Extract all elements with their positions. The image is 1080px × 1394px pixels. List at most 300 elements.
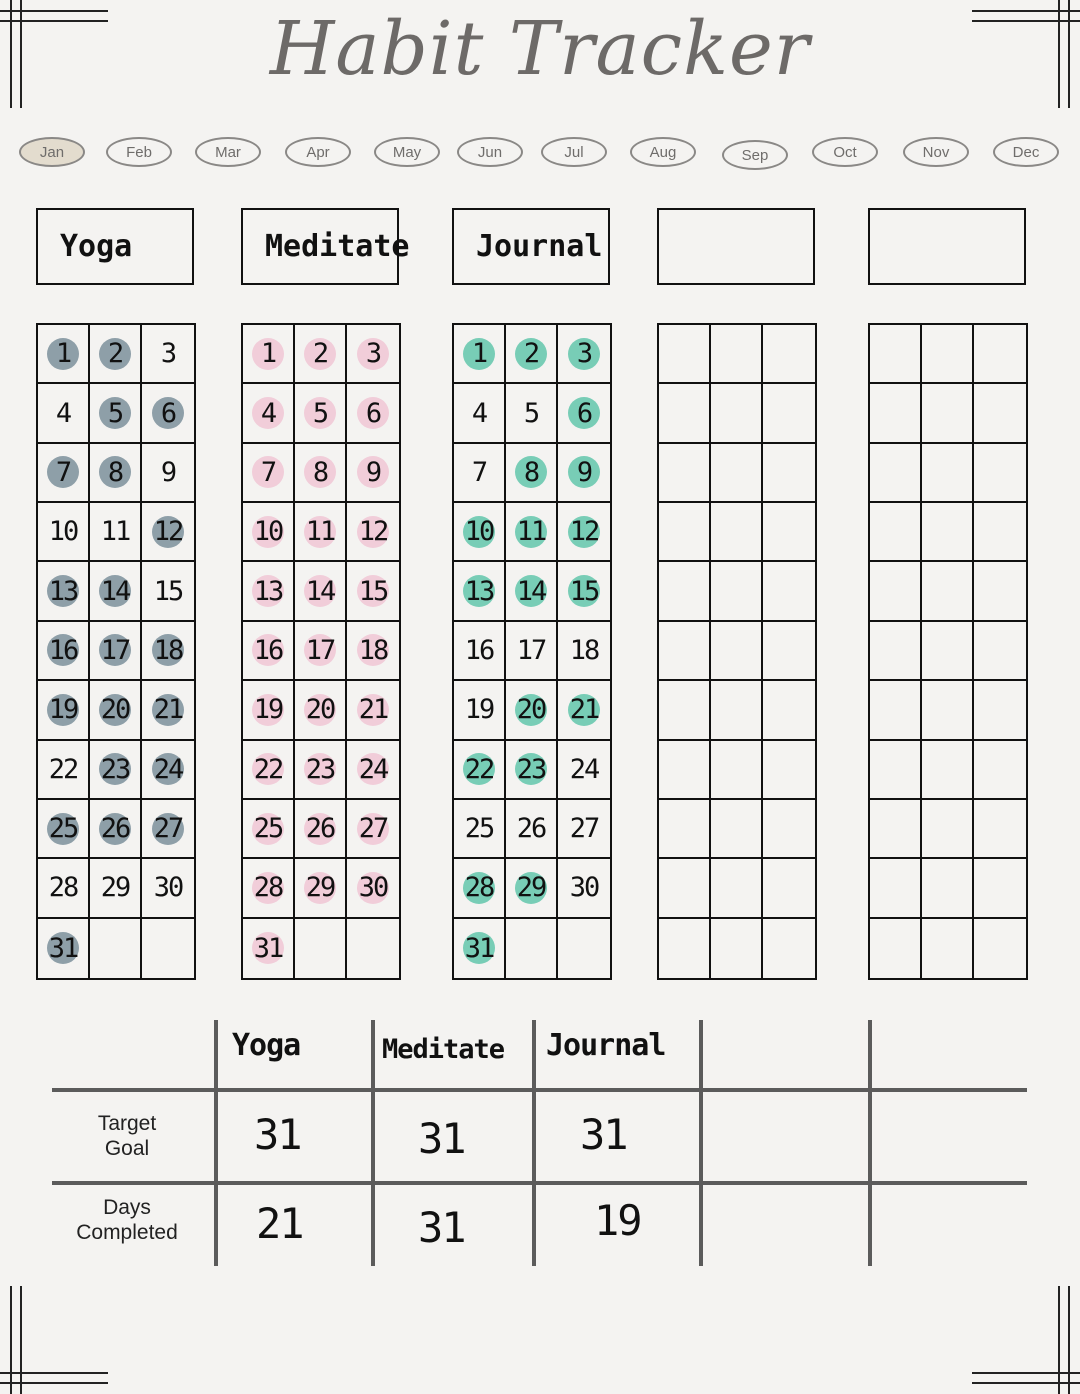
day-cell-26[interactable] xyxy=(295,800,347,859)
day-number: 8 xyxy=(107,456,123,488)
day-cell-19[interactable] xyxy=(243,681,295,740)
empty-day-cell[interactable] xyxy=(659,325,711,384)
empty-day-cell[interactable] xyxy=(974,562,1026,621)
empty-day-cell[interactable] xyxy=(870,919,922,978)
day-number: 10 xyxy=(464,516,494,548)
empty-day-cell[interactable] xyxy=(659,919,711,978)
day-grid-journal xyxy=(452,323,612,980)
day-number: 17 xyxy=(100,634,130,666)
day-number: 13 xyxy=(253,575,283,607)
empty-day-cell[interactable] xyxy=(870,741,922,800)
day-number: 10 xyxy=(253,516,283,548)
month-tab-jan[interactable]: Jan xyxy=(19,137,85,167)
month-tab-jun[interactable]: Jun xyxy=(457,137,523,167)
day-number: 13 xyxy=(48,575,78,607)
day-number: 28 xyxy=(48,872,78,904)
day-cell-2[interactable] xyxy=(506,325,558,384)
day-number: 19 xyxy=(253,694,283,726)
day-cell-30[interactable] xyxy=(347,859,399,918)
day-grid-empty-3 xyxy=(657,323,817,980)
day-cell-7[interactable] xyxy=(38,444,90,503)
day-cell-24[interactable] xyxy=(558,741,610,800)
day-cell-22[interactable] xyxy=(38,741,90,800)
day-number: 27 xyxy=(569,813,599,845)
day-number: 12 xyxy=(569,516,599,548)
day-cell-14[interactable] xyxy=(506,562,558,621)
day-cell-28[interactable] xyxy=(454,859,506,918)
empty-day-cell[interactable] xyxy=(659,562,711,621)
month-tab-sep[interactable]: Sep xyxy=(722,140,788,170)
day-number: 13 xyxy=(464,575,494,607)
empty-day-cell[interactable] xyxy=(870,859,922,918)
day-cell-7[interactable] xyxy=(243,444,295,503)
empty-day-cell[interactable] xyxy=(974,800,1026,859)
day-number: 22 xyxy=(48,753,78,785)
day-number: 26 xyxy=(305,813,335,845)
day-number: 16 xyxy=(48,634,78,666)
day-number: 18 xyxy=(569,634,599,666)
day-number: 27 xyxy=(153,813,183,845)
day-number: 9 xyxy=(365,456,381,488)
day-number: 20 xyxy=(516,694,546,726)
day-number: 31 xyxy=(253,932,283,964)
day-cell-27[interactable] xyxy=(347,800,399,859)
day-number: 6 xyxy=(365,397,381,429)
empty-day-cell[interactable] xyxy=(711,503,763,562)
empty-day-cell[interactable] xyxy=(870,562,922,621)
empty-day-cell[interactable] xyxy=(922,800,974,859)
day-cell-8[interactable] xyxy=(90,444,142,503)
empty-day-cell[interactable] xyxy=(558,919,610,978)
corner-ornament-bottom-right xyxy=(970,1284,1080,1394)
empty-day-cell[interactable] xyxy=(870,384,922,443)
empty-day-cell[interactable] xyxy=(974,859,1026,918)
day-number: 21 xyxy=(358,694,388,726)
month-tab-jul[interactable]: Jul xyxy=(541,137,607,167)
day-cell-23[interactable] xyxy=(295,741,347,800)
habit-label-box-empty-3[interactable] xyxy=(657,208,815,285)
day-number: 15 xyxy=(153,575,183,607)
empty-day-cell[interactable] xyxy=(974,622,1026,681)
yoga-target-value: 31 xyxy=(254,1110,301,1159)
day-cell-5[interactable] xyxy=(90,384,142,443)
day-cell-20[interactable] xyxy=(295,681,347,740)
day-cell-12[interactable] xyxy=(558,503,610,562)
month-tab-nov[interactable]: Nov xyxy=(903,137,969,167)
empty-day-cell[interactable] xyxy=(922,859,974,918)
day-number: 12 xyxy=(153,516,183,548)
summary-divider xyxy=(532,1020,536,1266)
empty-day-cell[interactable] xyxy=(870,622,922,681)
day-cell-18[interactable] xyxy=(142,622,194,681)
day-number: 11 xyxy=(100,516,130,548)
empty-day-cell[interactable] xyxy=(974,384,1026,443)
day-cell-9[interactable] xyxy=(142,444,194,503)
day-number: 25 xyxy=(464,813,494,845)
day-cell-3[interactable] xyxy=(558,325,610,384)
day-cell-22[interactable] xyxy=(454,741,506,800)
day-number: 5 xyxy=(312,397,328,429)
day-cell-20[interactable] xyxy=(90,681,142,740)
day-cell-21[interactable] xyxy=(558,681,610,740)
day-cell-16[interactable] xyxy=(454,622,506,681)
day-cell-2[interactable] xyxy=(295,325,347,384)
day-cell-10[interactable] xyxy=(454,503,506,562)
empty-day-cell[interactable] xyxy=(711,800,763,859)
day-cell-14[interactable] xyxy=(295,562,347,621)
day-cell-17[interactable] xyxy=(90,622,142,681)
day-cell-12[interactable] xyxy=(347,503,399,562)
empty-day-cell[interactable] xyxy=(974,325,1026,384)
day-number: 12 xyxy=(358,516,388,548)
day-number: 18 xyxy=(358,634,388,666)
day-number: 29 xyxy=(516,872,546,904)
day-number: 20 xyxy=(100,694,130,726)
day-number: 11 xyxy=(516,516,546,548)
day-number: 26 xyxy=(516,813,546,845)
day-number: 1 xyxy=(260,338,276,370)
day-cell-7[interactable] xyxy=(454,444,506,503)
day-cell-18[interactable] xyxy=(558,622,610,681)
day-cell-27[interactable] xyxy=(558,800,610,859)
day-number: 17 xyxy=(305,634,335,666)
day-number: 24 xyxy=(358,753,388,785)
day-cell-4[interactable] xyxy=(243,384,295,443)
day-cell-11[interactable] xyxy=(506,503,558,562)
summary-divider xyxy=(214,1020,218,1266)
summary-divider xyxy=(52,1088,1027,1092)
day-number: 14 xyxy=(516,575,546,607)
day-cell-16[interactable] xyxy=(38,622,90,681)
day-number: 20 xyxy=(305,694,335,726)
day-number: 21 xyxy=(153,694,183,726)
summary-header-journal: Journal xyxy=(546,1028,666,1063)
day-number: 30 xyxy=(569,872,599,904)
yoga-completed-value: 21 xyxy=(256,1199,303,1248)
day-number: 7 xyxy=(260,456,276,488)
day-cell-6[interactable] xyxy=(558,384,610,443)
day-cell-30[interactable] xyxy=(142,859,194,918)
day-cell-6[interactable] xyxy=(347,384,399,443)
empty-day-cell[interactable] xyxy=(763,503,815,562)
empty-day-cell[interactable] xyxy=(763,562,815,621)
day-cell-28[interactable] xyxy=(243,859,295,918)
day-number: 29 xyxy=(305,872,335,904)
day-number: 4 xyxy=(260,397,276,429)
day-number: 19 xyxy=(464,694,494,726)
day-number: 6 xyxy=(576,397,592,429)
journal-target-value: 31 xyxy=(580,1110,627,1159)
day-cell-27[interactable] xyxy=(142,800,194,859)
day-number: 31 xyxy=(464,932,494,964)
day-cell-11[interactable] xyxy=(90,503,142,562)
empty-day-cell[interactable] xyxy=(659,681,711,740)
day-number: 14 xyxy=(100,575,130,607)
day-number: 31 xyxy=(48,932,78,964)
day-cell-1[interactable] xyxy=(38,325,90,384)
day-grid-empty-4 xyxy=(868,323,1028,980)
day-cell-5[interactable] xyxy=(295,384,347,443)
day-number: 28 xyxy=(464,872,494,904)
day-cell-16[interactable] xyxy=(243,622,295,681)
target-goal-label: Target Goal xyxy=(97,1112,157,1160)
summary-divider xyxy=(699,1020,703,1266)
day-number: 3 xyxy=(160,338,176,370)
day-number: 18 xyxy=(153,634,183,666)
day-cell-28[interactable] xyxy=(38,859,90,918)
day-cell-3[interactable] xyxy=(142,325,194,384)
month-tab-aug[interactable]: Aug xyxy=(630,137,696,167)
day-cell-4[interactable] xyxy=(38,384,90,443)
day-cell-19[interactable] xyxy=(454,681,506,740)
day-cell-15[interactable] xyxy=(142,562,194,621)
day-number: 3 xyxy=(365,338,381,370)
empty-day-cell[interactable] xyxy=(711,562,763,621)
page-title: Habit Tracker xyxy=(269,6,811,92)
day-number: 23 xyxy=(305,753,335,785)
day-number: 1 xyxy=(471,338,487,370)
month-tab-may[interactable]: May xyxy=(374,137,440,167)
day-number: 26 xyxy=(100,813,130,845)
day-cell-21[interactable] xyxy=(142,681,194,740)
empty-day-cell[interactable] xyxy=(922,325,974,384)
day-number: 22 xyxy=(464,753,494,785)
day-number: 24 xyxy=(153,753,183,785)
day-cell-15[interactable] xyxy=(347,562,399,621)
empty-day-cell[interactable] xyxy=(711,622,763,681)
day-number: 2 xyxy=(523,338,539,370)
month-tab-feb[interactable]: Feb xyxy=(106,137,172,167)
day-cell-17[interactable] xyxy=(295,622,347,681)
day-cell-11[interactable] xyxy=(295,503,347,562)
meditate-completed-value: 31 xyxy=(418,1203,465,1252)
day-number: 22 xyxy=(253,753,283,785)
day-number: 5 xyxy=(107,397,123,429)
empty-day-cell[interactable] xyxy=(974,444,1026,503)
empty-day-cell[interactable] xyxy=(763,444,815,503)
empty-day-cell[interactable] xyxy=(659,503,711,562)
empty-day-cell[interactable] xyxy=(922,622,974,681)
empty-day-cell[interactable] xyxy=(659,444,711,503)
empty-day-cell[interactable] xyxy=(870,503,922,562)
month-tab-apr[interactable]: Apr xyxy=(285,137,351,167)
day-cell-10[interactable] xyxy=(243,503,295,562)
day-number: 9 xyxy=(160,456,176,488)
meditate-target-value: 31 xyxy=(418,1114,465,1163)
day-cell-8[interactable] xyxy=(295,444,347,503)
day-number: 11 xyxy=(305,516,335,548)
day-cell-15[interactable] xyxy=(558,562,610,621)
month-tab-oct[interactable]: Oct xyxy=(812,137,878,167)
empty-day-cell[interactable] xyxy=(763,800,815,859)
day-number: 3 xyxy=(576,338,592,370)
day-cell-25[interactable] xyxy=(454,800,506,859)
day-number: 2 xyxy=(107,338,123,370)
day-cell-13[interactable] xyxy=(454,562,506,621)
day-cell-29[interactable] xyxy=(295,859,347,918)
month-tab-mar[interactable]: Mar xyxy=(195,137,261,167)
day-number: 6 xyxy=(160,397,176,429)
day-number: 29 xyxy=(100,872,130,904)
empty-day-cell[interactable] xyxy=(870,325,922,384)
empty-day-cell[interactable] xyxy=(922,741,974,800)
empty-day-cell[interactable] xyxy=(870,444,922,503)
day-cell-31[interactable] xyxy=(454,919,506,978)
day-number: 2 xyxy=(312,338,328,370)
day-number: 1 xyxy=(55,338,71,370)
empty-day-cell[interactable] xyxy=(870,681,922,740)
day-cell-30[interactable] xyxy=(558,859,610,918)
empty-day-cell[interactable] xyxy=(711,859,763,918)
day-number: 5 xyxy=(523,397,539,429)
day-cell-14[interactable] xyxy=(90,562,142,621)
day-cell-29[interactable] xyxy=(506,859,558,918)
day-number: 30 xyxy=(358,872,388,904)
month-selector xyxy=(0,137,1080,171)
day-cell-26[interactable] xyxy=(90,800,142,859)
empty-day-cell[interactable] xyxy=(974,681,1026,740)
day-cell-24[interactable] xyxy=(142,741,194,800)
summary-header-meditate: Meditate xyxy=(382,1034,505,1065)
day-number: 15 xyxy=(569,575,599,607)
day-cell-31[interactable] xyxy=(243,919,295,978)
day-number: 15 xyxy=(358,575,388,607)
day-number: 4 xyxy=(55,397,71,429)
empty-day-cell[interactable] xyxy=(922,384,974,443)
day-number: 16 xyxy=(253,634,283,666)
day-number: 9 xyxy=(576,456,592,488)
day-cell-6[interactable] xyxy=(142,384,194,443)
empty-day-cell[interactable] xyxy=(763,325,815,384)
day-number: 8 xyxy=(312,456,328,488)
day-cell-19[interactable] xyxy=(38,681,90,740)
summary-header-yoga: Yoga xyxy=(232,1028,301,1063)
day-cell-2[interactable] xyxy=(90,325,142,384)
empty-day-cell[interactable] xyxy=(974,919,1026,978)
habit-label-box-journal[interactable]: Journal xyxy=(452,208,610,285)
day-cell-13[interactable] xyxy=(243,562,295,621)
day-cell-26[interactable] xyxy=(506,800,558,859)
summary-divider xyxy=(371,1020,375,1266)
day-number: 23 xyxy=(516,753,546,785)
empty-day-cell[interactable] xyxy=(506,919,558,978)
day-cell-9[interactable] xyxy=(347,444,399,503)
day-cell-5[interactable] xyxy=(506,384,558,443)
corner-ornament-bottom-left xyxy=(0,1284,110,1394)
empty-day-cell[interactable] xyxy=(763,681,815,740)
empty-day-cell[interactable] xyxy=(763,384,815,443)
empty-day-cell[interactable] xyxy=(922,444,974,503)
day-cell-12[interactable] xyxy=(142,503,194,562)
journal-completed-value: 19 xyxy=(594,1196,641,1245)
day-number: 25 xyxy=(253,813,283,845)
day-cell-25[interactable] xyxy=(38,800,90,859)
day-cell-1[interactable] xyxy=(243,325,295,384)
day-number: 23 xyxy=(100,753,130,785)
habit-label-box-yoga[interactable]: Yoga xyxy=(36,208,194,285)
empty-day-cell[interactable] xyxy=(659,384,711,443)
day-cell-13[interactable] xyxy=(38,562,90,621)
empty-day-cell[interactable] xyxy=(142,919,194,978)
empty-day-cell[interactable] xyxy=(659,741,711,800)
day-cell-22[interactable] xyxy=(243,741,295,800)
day-grid-yoga xyxy=(36,323,196,980)
empty-day-cell[interactable] xyxy=(763,859,815,918)
day-cell-3[interactable] xyxy=(347,325,399,384)
day-cell-4[interactable] xyxy=(454,384,506,443)
day-cell-21[interactable] xyxy=(347,681,399,740)
habit-label-box-empty-4[interactable] xyxy=(868,208,1026,285)
day-cell-10[interactable] xyxy=(38,503,90,562)
empty-day-cell[interactable] xyxy=(659,859,711,918)
day-number: 7 xyxy=(471,456,487,488)
day-cell-1[interactable] xyxy=(454,325,506,384)
day-cell-24[interactable] xyxy=(347,741,399,800)
empty-day-cell[interactable] xyxy=(974,741,1026,800)
day-number: 14 xyxy=(305,575,335,607)
day-grid-meditate xyxy=(241,323,401,980)
empty-day-cell[interactable] xyxy=(711,741,763,800)
empty-day-cell[interactable] xyxy=(295,919,347,978)
empty-day-cell[interactable] xyxy=(870,800,922,859)
day-cell-23[interactable] xyxy=(90,741,142,800)
habit-label-box-meditate[interactable]: Meditate xyxy=(241,208,399,285)
empty-day-cell[interactable] xyxy=(711,325,763,384)
day-number: 21 xyxy=(569,694,599,726)
empty-day-cell[interactable] xyxy=(347,919,399,978)
days-completed-label: Days Completed xyxy=(76,1196,178,1244)
summary-divider xyxy=(52,1181,1027,1185)
empty-day-cell[interactable] xyxy=(90,919,142,978)
day-number: 7 xyxy=(55,456,71,488)
day-number: 10 xyxy=(48,516,78,548)
empty-day-cell[interactable] xyxy=(659,800,711,859)
day-number: 28 xyxy=(253,872,283,904)
day-cell-18[interactable] xyxy=(347,622,399,681)
day-number: 16 xyxy=(464,634,494,666)
day-cell-20[interactable] xyxy=(506,681,558,740)
day-number: 25 xyxy=(48,813,78,845)
day-number: 30 xyxy=(153,872,183,904)
empty-day-cell[interactable] xyxy=(711,444,763,503)
empty-day-cell[interactable] xyxy=(922,562,974,621)
month-tab-dec[interactable]: Dec xyxy=(993,137,1059,167)
day-number: 27 xyxy=(358,813,388,845)
empty-day-cell[interactable] xyxy=(763,622,815,681)
empty-day-cell[interactable] xyxy=(711,681,763,740)
empty-day-cell[interactable] xyxy=(763,741,815,800)
day-number: 19 xyxy=(48,694,78,726)
empty-day-cell[interactable] xyxy=(711,919,763,978)
empty-day-cell[interactable] xyxy=(922,503,974,562)
day-number: 4 xyxy=(471,397,487,429)
day-number: 8 xyxy=(523,456,539,488)
empty-day-cell[interactable] xyxy=(711,384,763,443)
empty-day-cell[interactable] xyxy=(763,919,815,978)
empty-day-cell[interactable] xyxy=(974,503,1026,562)
day-cell-8[interactable] xyxy=(506,444,558,503)
summary-divider xyxy=(868,1020,872,1266)
day-cell-29[interactable] xyxy=(90,859,142,918)
day-cell-25[interactable] xyxy=(243,800,295,859)
empty-day-cell[interactable] xyxy=(659,622,711,681)
day-cell-9[interactable] xyxy=(558,444,610,503)
empty-day-cell[interactable] xyxy=(922,681,974,740)
day-cell-17[interactable] xyxy=(506,622,558,681)
day-cell-31[interactable] xyxy=(38,919,90,978)
day-cell-23[interactable] xyxy=(506,741,558,800)
empty-day-cell[interactable] xyxy=(922,919,974,978)
